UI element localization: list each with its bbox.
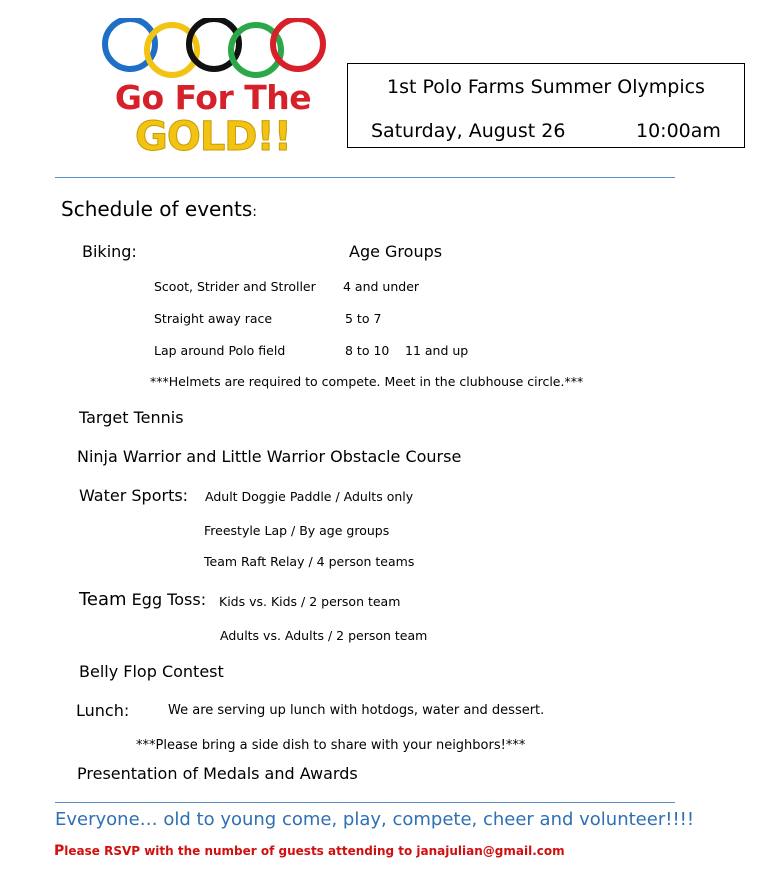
biking-ages: 8 to 10 xyxy=(345,343,390,358)
belly-flop: Belly Flop Contest xyxy=(79,662,224,681)
presentation-medals: Presentation of Medals and Awards xyxy=(77,764,358,783)
age-groups-label: Age Groups xyxy=(349,242,443,261)
bottom-divider xyxy=(55,802,675,803)
logo-gold: GOLD!! xyxy=(134,114,291,160)
biking-event: Lap around Polo field xyxy=(154,343,286,358)
biking-ages: 5 to 7 xyxy=(345,311,382,326)
biking-ages: 4 and under xyxy=(343,279,420,294)
water-sports-item: Team Raft Relay / 4 person teams xyxy=(204,554,415,569)
target-tennis: Target Tennis xyxy=(79,408,184,427)
rsvp-line: Please RSVP with the number of guests attending to janajulian@gmail.com xyxy=(54,843,565,859)
event-time: 10:00am xyxy=(636,120,721,142)
biking-event: Scoot, Strider and Stroller xyxy=(154,279,316,294)
olympic-rings-icon xyxy=(88,18,338,78)
water-sports-item: Freestyle Lap / By age groups xyxy=(204,523,390,538)
side-dish-note: ***Please bring a side dish to share with your neighbors!*** xyxy=(136,738,526,753)
biking-event: Straight away race xyxy=(154,311,273,326)
top-divider xyxy=(55,177,675,178)
ninja-warrior: Ninja Warrior and Little Warrior Obstacle Course xyxy=(77,447,462,466)
event-header-box xyxy=(347,63,745,148)
egg-toss-item: Adults vs. Adults / 2 person team xyxy=(220,628,428,643)
egg-toss-label: Team Egg Toss: xyxy=(79,589,207,610)
event-title: 1st Polo Farms Summer Olympics xyxy=(387,76,705,98)
event-date: Saturday, August 26 xyxy=(371,120,566,142)
logo-go-for-the: Go For The xyxy=(114,78,312,117)
water-sports-item: Adult Doggie Paddle / Adults only xyxy=(205,489,414,504)
egg-toss-item: Kids vs. Kids / 2 person team xyxy=(219,594,401,609)
biking-label: Biking: xyxy=(82,242,137,261)
biking-ages-2: 11 and up xyxy=(405,343,469,358)
lunch-label: Lunch: xyxy=(76,701,130,720)
olympics-logo xyxy=(88,18,338,158)
helmet-note: ***Helmets are required to compete. Meet in the clubhouse circle.*** xyxy=(150,374,584,389)
lunch-text: We are serving up lunch with hotdogs, water and dessert. xyxy=(168,703,545,718)
footer-tagline: Everyone… old to young come, play, compete, cheer and volunteer!!!! xyxy=(55,809,695,830)
schedule-heading: Schedule of events: xyxy=(61,197,257,221)
water-sports-label: Water Sports: xyxy=(79,486,189,505)
